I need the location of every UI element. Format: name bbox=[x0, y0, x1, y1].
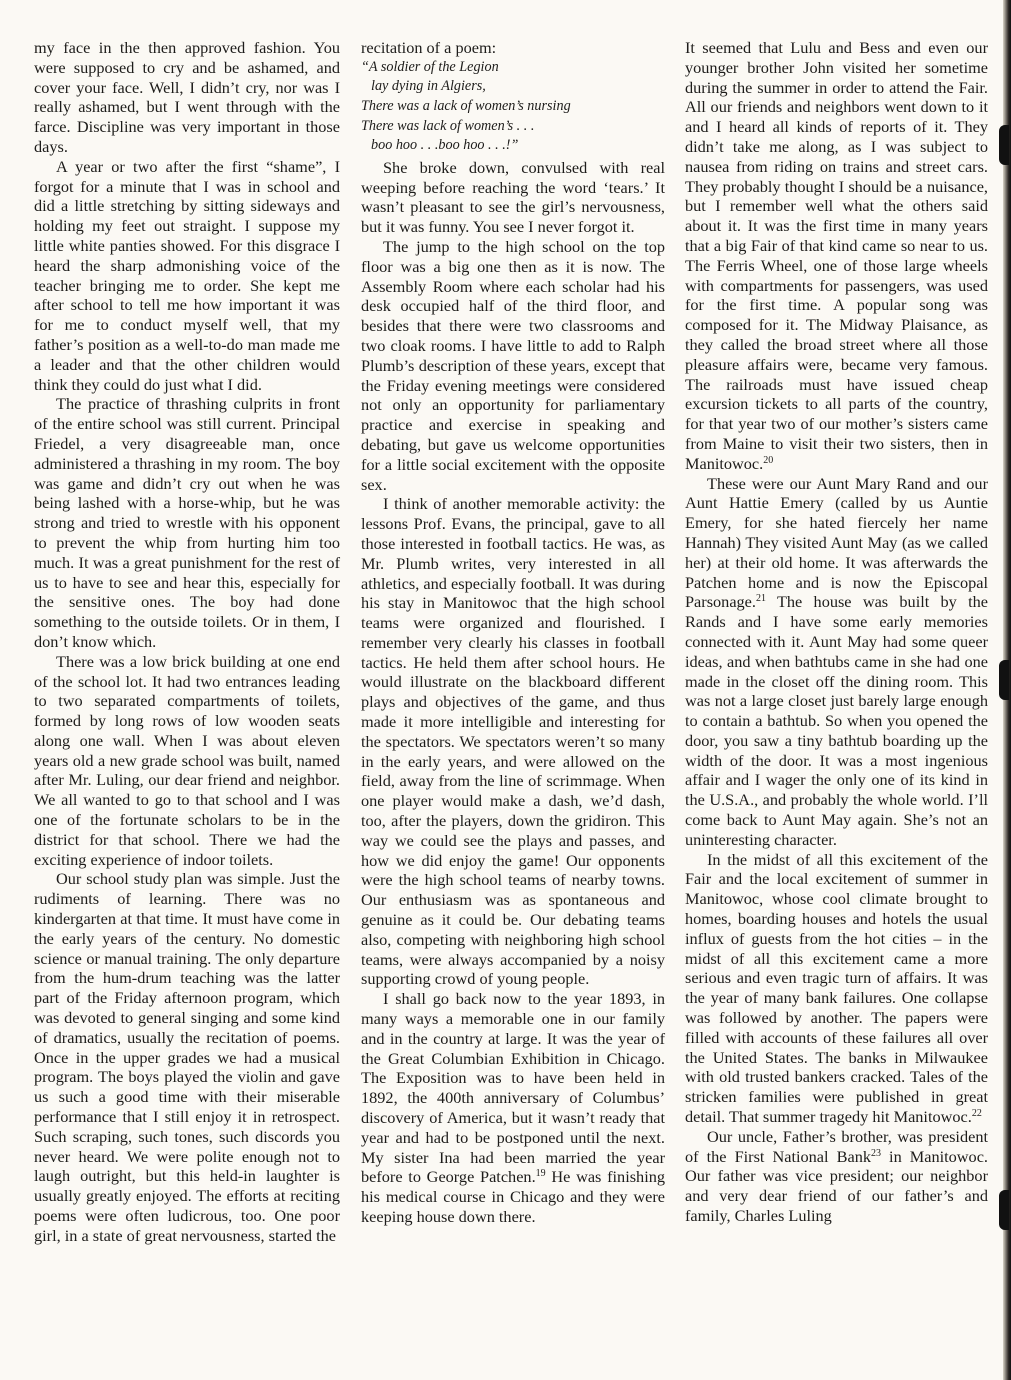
paragraph: The practice of thrashing culprits in front of the entire school was still current. Principal Friedel, a very disagreeable man, once administered a thrashing in my room. The boy was game and didn’t cry out when he was being lashed with a horse-whip, but he was strong and tried to wrestle with his opponent to prevent the whip from hurting him too much. It was a great punishment for the rest of us to have to see and hear this, especially for the sensitive ones. The boy had done something to the outside toilets. Or in them, I don’t know which. bbox=[34, 394, 340, 651]
paragraph bbox=[685, 850, 988, 1127]
paragraph: There was a low brick building at one end of the school lot. It had two entrances leading to two separated compartments of toilets, formed by long rows of low wooden seats along one wall. When I was about eleven years old a new grade school was built, named after Mr. Luling, our dear friend and neighbor. We all wanted to go to that school and I was one of the fortunate scholars to be in the district for that school. There we had the exciting experience of indoor toilets. bbox=[34, 651, 340, 869]
text-column-2 bbox=[361, 38, 665, 1227]
paragraph: A year or two after the first “shame”, I forgot for a minute that I was in school and did a little stretching by sitting sideways and holding my feet out straight. I suppose my little white panties showed. For this disgrace I heard the sharp admonishing voice of the teacher bringing me to order. She kept me after school to tell me how important it was for me to conduct myself well, that my father’s position as a well-to-do man made me a leader and that the other children would think they could do just what I did. bbox=[34, 156, 340, 394]
poem-line: There was lack of women’s . . . bbox=[361, 117, 535, 134]
paragraph-text: The house was built by the Rands and I have some early memories connected with it. Aunt May had some queer ideas, and when bathtubs came in she had one made in the closet off the dining room. This was not a large closet just barely large enough to contain a bathtub. So when you opened the door, you saw a tiny bathtub boarding up the width of the door. It was a most ingenious affair and I wager the only one of its kind in the U.S.A., and probably the whole world. I’ll come back to Aunt May again. She’s not an uninteresting character. bbox=[685, 592, 988, 849]
paragraph bbox=[685, 1127, 988, 1226]
paragraph bbox=[361, 989, 665, 1227]
paragraph-text: In the midst of all this excitement of the Fair and the local excitement of summer in Manitowoc, whose cool climate brought to homes, boarding houses and hotels the usual influx of guests from the hot cities – in the midst of all this excitement came a more serious and even tragic turn of affairs. It was the year of many bank failures. One collapse was followed by another. The papers were filled with accounts of these failures all over the United States. The banks in Milwaukee with old trusted bankers cracked. Tales of the stricken families were published in great detail. That summer tragedy hit Manitowoc. bbox=[685, 849, 988, 1127]
text-column-1 bbox=[34, 38, 340, 1246]
paragraph bbox=[685, 474, 988, 850]
paragraph-text: It seemed that Lulu and Bess and even our younger brother John visited her sometime during the summer in order to attend the Fair. All our friends and neighbors went down to it and I heard all kinds of reports of it. They didn’t take me along, as I was subject to nausea from riding on trains and street cars. They probably thought I should be a nuisance, but I remember well what the others said about it. It was the first time in many years that a big Fair of that kind came so near to us. The Ferris Wheel, one of those large wheels with compartments for passengers, was used for the first time. A popular song was composed for it. The Midway Plaisance, as they called the broad street where all those pleasure affairs were, became very famous. The railroads must have issued cheap excursion tickets to all parts of the country, for that year two of our mother’s sisters came from Maine to visit their two sisters, then in Manitowoc. bbox=[685, 38, 988, 473]
poem-line: lay dying in Algiers, bbox=[371, 78, 486, 95]
poem-line: boo hoo . . .boo hoo . . .!” bbox=[371, 137, 519, 154]
paragraph: She broke down, convulsed with real weeping before reaching the word ‘tears.’ It wasn’t pleasant to see the girl’s nervousness, but it was funny. You see I never forgot it. bbox=[361, 157, 665, 237]
paragraph-text: These were our Aunt Mary Rand and our Aunt Hattie Emery (called by us Auntie Emery, for she hated fiercely her name Hannah) They visited Aunt May (as we called her) at their old home. It was afterwards the Patchen home and is now the Episcopal Parsonage. bbox=[685, 473, 988, 612]
footnote-ref: 21 bbox=[755, 593, 766, 605]
paragraph: Our school study plan was simple. Just the rudiments of learning. There was no kindergarten at that time. It must have come in the early years of the century. No domestic science or manual training. The only departure from the hum-drum teaching was the latter part of the Friday afternoon program, which was devoted to general singing and some kind of dramatics, usually the recitation of poems. Once in the upper grades we had a musical program. The boys played the violin and gave us such a good time with their miserable performance that I still enjoy it in retrospect. Such scraping, such tones, such discords you never heard. We were polite enough not to laugh outright, but this held-in laughter is usually greatly enjoyed. The efforts at reciting poems were often ludicrous, too. One poor girl, in a state of great nervousness, started the bbox=[34, 869, 340, 1245]
paragraph: The jump to the high school on the top floor was a big one then as it is now. The Assembly Room where each scholar had his desk occupied half of the third floor, and besides that there were two classrooms and two cloak rooms. I have little to add to Ralph Plumb’s description of these years, except that the Friday evening meetings were considered not only an opportunity for parliamentary practice and exercise in speaking and debating, but gave us welcome opportunities for a little social excitement with the opposite sex. bbox=[361, 236, 665, 494]
page-tab-mark bbox=[999, 660, 1009, 700]
poem-line: There was a lack of women’s nursing bbox=[361, 97, 571, 114]
paragraph-text: I shall go back now to the year 1893, in many ways a memorable one in our family and in the country at large. It was the year of the Great Columbian Exhibition in Chicago. The Exposition was to have been held in 1892, the 400th anniversary of Columbus’ discovery of America, but it wasn’t ready that year and had to be postponed until the next. My sister Ina had been married the year before to George Patchen. bbox=[361, 989, 665, 1187]
footnote-ref: 20 bbox=[763, 454, 774, 466]
page-tab-mark bbox=[999, 125, 1009, 165]
footnote-ref: 22 bbox=[971, 1108, 982, 1120]
page-tab-mark bbox=[999, 1190, 1009, 1230]
paragraph: my face in the then approved fashion. You were supposed to cry and be ashamed, and cover your face. Well, I didn’t cry, nor was I really ashamed, but I went through with the farce. Discipline was very important in those days. bbox=[34, 38, 340, 156]
poem-line: “A soldier of the Legion bbox=[361, 58, 499, 75]
poem-lead-in: recitation of a poem: bbox=[361, 38, 497, 57]
paragraph-text: He was finishing his medical course in Chicago and they were keeping house down there. bbox=[361, 1167, 665, 1226]
paragraph-text: Our uncle, Father’s brother, was president of the First National Bank bbox=[685, 1126, 988, 1166]
footnote-ref: 23 bbox=[870, 1147, 881, 1159]
text-column-3 bbox=[685, 38, 988, 1226]
footnote-ref: 19 bbox=[535, 1168, 546, 1180]
paragraph bbox=[685, 38, 988, 474]
paragraph: I think of another memorable activity: the lessons Prof. Evans, the principal, gave to all those interested in football tactics. He was, as Mr. Plumb writes, very interested in all athletics, and especially football. It was during his stay in Manitowoc that the high school teams were organized and flourished. I remember very clearly his classes in football tactics. He held them after school hours. He would illustrate on the blackboard different plays and objectives of the game, and thus made it more intelligible and interesting for the spectators. We spectators weren’t so many in the early years, and were allowed on the field, away from the line of scrimmage. When one player would make a dash, we’d dash, too, after the players, down the gridiron. This way we could see the plays and passes, and how we did enjoy the game! Our opponents were the high school teams of nearby towns. Our enthusiasm was as spontaneous and genuine as it could be. Our debating teams also, competing with neighboring high school teams, were always accompanied by a noisy supporting crowd of young people. bbox=[361, 494, 665, 989]
paragraph-text: in Manitowoc. Our father was vice president; our neighbor and very dear friend of our father’s and family, Charles Luling bbox=[685, 1146, 988, 1226]
poem-quote bbox=[361, 58, 665, 156]
